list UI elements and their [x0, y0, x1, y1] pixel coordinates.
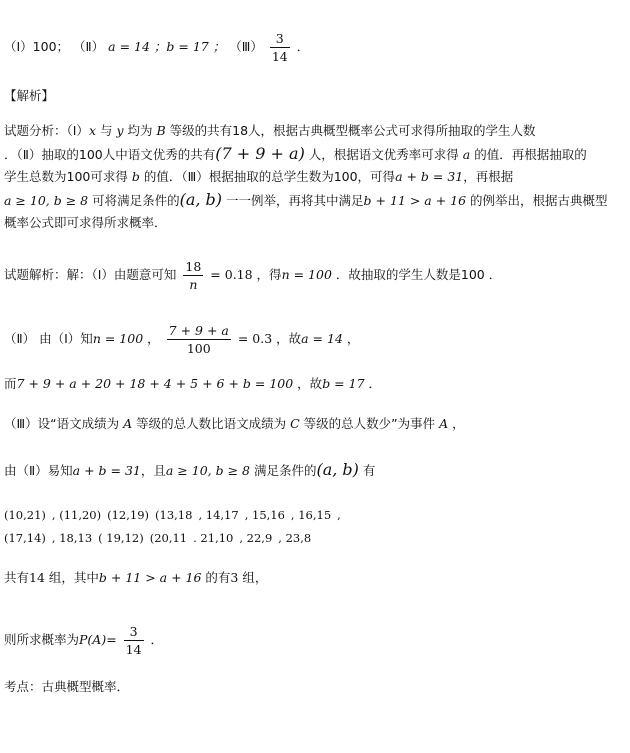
solution-text: = 0.18 ，得 — [206, 267, 282, 282]
var-b: b — [131, 169, 140, 184]
solution-text: 而 — [4, 376, 17, 391]
analysis-text: 学生总数为100可求得 — [4, 169, 132, 184]
answer-fraction-denominator: 14 — [271, 49, 288, 64]
pair-item: ( 19,12) — [98, 531, 144, 545]
answer-part2-expr: a = 14 ；b = 17 ； — [108, 39, 226, 54]
answer-part3: （Ⅲ） — [229, 39, 263, 54]
solution-text: （Ⅱ） 由（Ⅰ）知 — [4, 331, 93, 346]
solution-step-3 — [4, 374, 626, 394]
fraction-denominator: 14 — [125, 642, 142, 657]
analysis-line-5: 概率公式即可求得所求概率． — [4, 215, 167, 230]
var-B: B — [156, 123, 166, 138]
answer-fraction-numerator: 3 — [270, 30, 290, 48]
math-expression: b = 17 — [322, 376, 365, 391]
pair-item: , 22,9 — [239, 531, 273, 545]
math-expression: (a, b) — [179, 190, 223, 209]
math-expression: n = 100 — [92, 331, 144, 346]
analysis-heading: 【解析】 — [4, 88, 55, 103]
analysis-line-4 — [4, 190, 626, 211]
math-expression: 7 + 9 + a + 20 + 18 + 4 + 5 + 6 + b = 100 — [16, 376, 294, 391]
pair-item: , 23,8 — [278, 531, 312, 545]
solution-text: 共有 — [4, 570, 30, 585]
fraction-denominator: n — [189, 277, 198, 292]
solution-text: 则所求概率为 — [4, 632, 80, 647]
favorable-count: 3 — [230, 570, 239, 585]
solution-step-1 — [4, 258, 626, 293]
fraction-rate — [167, 322, 231, 357]
solution-text: ．故抽取的学生人数是100 ． — [331, 267, 502, 282]
solution-text: ，且 — [140, 463, 166, 478]
solution-text: ， — [143, 331, 160, 346]
math-expression: (7 + 9 + a) — [215, 144, 305, 163]
solution-text: ， — [342, 331, 360, 346]
solution-text: 由（Ⅱ）易知 — [4, 463, 73, 478]
answer-fraction — [270, 30, 290, 65]
math-expression: a = 14 — [301, 331, 343, 346]
pair-item: , (11,20) — [51, 508, 102, 522]
analysis-text: 的值．再根据抽取的 — [470, 147, 587, 162]
fraction-numerator: 7 + 9 + a — [168, 323, 229, 338]
fraction-numerator: 3 — [124, 623, 144, 641]
analysis-text: 试题分析：（Ⅰ） — [4, 123, 89, 138]
analysis-line-3 — [4, 167, 626, 187]
var-a: a — [462, 147, 471, 162]
solution-text: ， — [448, 416, 465, 431]
analysis-text: 的例举出，根据古典概型 — [466, 193, 608, 208]
pair-item: , 14,17 — [198, 508, 239, 522]
analysis-text: 均为 — [123, 123, 157, 138]
var-x: x — [88, 123, 96, 138]
pair-item: . 21,10 — [193, 531, 234, 545]
math-expression: a ≥ 10, b ≥ 8 — [4, 193, 89, 208]
pair-item: (10,21) — [4, 508, 46, 522]
fraction-probability — [124, 623, 144, 658]
solution-text: 组，其中 — [44, 570, 99, 585]
solution-text: 试题解析：解：（Ⅰ）由题意可知 — [4, 267, 177, 282]
answer-line — [4, 30, 626, 65]
pairs-row-1 — [4, 505, 626, 525]
solution-text: （Ⅲ）设“语文成绩为 — [4, 416, 124, 431]
math-expression: n = 100 — [281, 267, 332, 282]
solution-text: 等级的总人数比语文成绩为 — [132, 416, 291, 431]
solution-step-6 — [4, 568, 626, 588]
math-expression: (a, b) — [316, 460, 359, 479]
pairs-row-2 — [4, 528, 626, 548]
pair-item: , — [337, 508, 341, 522]
analysis-text: ．（Ⅱ）抽取的100人中语文优秀的共有 — [4, 147, 216, 162]
solution-text: 满足条件的 — [249, 463, 317, 478]
solution-text: 等级的总人数少”为事件 — [299, 416, 440, 431]
solution-text: = 0.3 ，故 — [233, 331, 302, 346]
var-A: A — [123, 416, 133, 431]
pair-item: , 18,13 — [51, 531, 93, 545]
solution-text: ． — [364, 376, 381, 391]
var-C: C — [290, 416, 300, 431]
math-expression: b + 11 > a + 16 — [98, 570, 202, 585]
var-A: A — [439, 416, 449, 431]
math-expression: b + 11 > a + 16 — [363, 193, 467, 208]
analysis-text: 等级的共有18人，根据古典概型概率公式可求得所抽取的学生人数 — [165, 123, 536, 138]
analysis-line-1 — [4, 121, 626, 141]
fraction-denominator: 100 — [186, 341, 211, 356]
group-count: 14 — [29, 570, 45, 585]
solution-step-4 — [4, 414, 626, 434]
fraction-18-over-n — [183, 258, 203, 293]
analysis-text: 与 — [96, 123, 117, 138]
answer-part1: （Ⅰ）100； — [4, 39, 70, 54]
solution-step-2 — [4, 322, 626, 357]
pair-item: (17,14) — [4, 531, 46, 545]
analysis-text: 一一例举，再将其中满足 — [222, 193, 364, 208]
pair-item: , 16,15 — [290, 508, 332, 522]
pair-item: (20,11 — [149, 531, 188, 545]
math-expression: a ≥ 10, b ≥ 8 — [165, 463, 250, 478]
solution-text: 有 — [358, 463, 376, 478]
pair-item: , 15,16 — [244, 508, 285, 522]
analysis-text: ，再根据 — [463, 169, 514, 184]
math-expression: a + b = 31 — [395, 169, 464, 184]
answer-part2: （Ⅱ） — [73, 39, 105, 54]
analysis-text: 可将满足条件的 — [88, 193, 180, 208]
kaodian-line: 考点：古典概型概率． — [4, 679, 130, 694]
answer-end: ． — [296, 39, 310, 54]
solution-text: 组， — [238, 570, 268, 585]
math-expression: a + b = 31 — [72, 463, 141, 478]
analysis-text: 的值．（Ⅲ）根据抽取的总学生数为100，可得 — [139, 169, 396, 184]
analysis-line-2 — [4, 144, 626, 165]
solution-text: 的有 — [201, 570, 231, 585]
var-y: y — [116, 123, 124, 138]
solution-step-7 — [4, 623, 626, 658]
math-expression: P(A)= — [79, 632, 117, 647]
analysis-text: 人，根据语文优秀率可求得 — [304, 147, 463, 162]
solution-text: ，故 — [293, 376, 323, 391]
pair-item: (13,18 — [155, 508, 193, 522]
solution-step-5 — [4, 460, 626, 481]
fraction-numerator: 18 — [185, 259, 202, 274]
pair-item: (12,19) — [107, 508, 150, 522]
solution-text: ． — [146, 632, 164, 647]
